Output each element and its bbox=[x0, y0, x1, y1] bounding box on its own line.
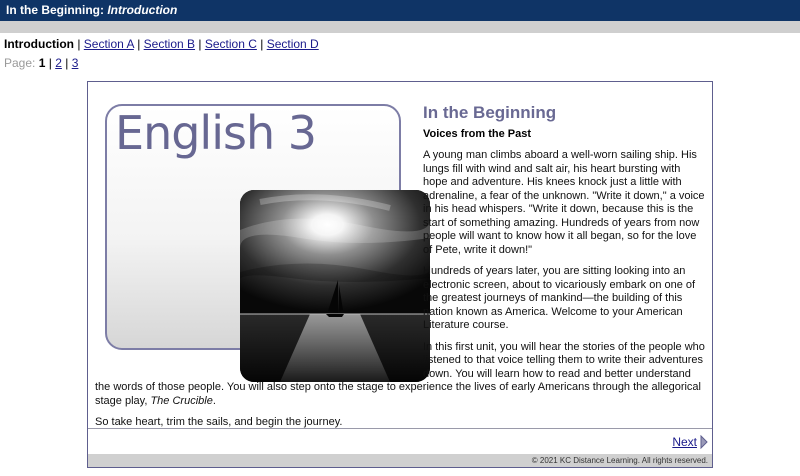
section-nav bbox=[4, 37, 319, 51]
window-title bbox=[6, 0, 177, 21]
toolbar-strip bbox=[0, 21, 800, 33]
article-heading: In the Beginning bbox=[423, 103, 557, 122]
next-arrow-icon[interactable] bbox=[700, 435, 708, 449]
article-content bbox=[95, 102, 707, 438]
next-nav bbox=[672, 435, 708, 449]
title-main: In the Beginning: bbox=[6, 3, 104, 17]
title-sub: Introduction bbox=[107, 3, 178, 17]
page-current: 1 bbox=[38, 56, 46, 70]
title-bar bbox=[0, 0, 800, 21]
page-link-3[interactable]: 3 bbox=[71, 56, 79, 70]
play-title: The Crucible bbox=[150, 394, 213, 407]
nav-link-section-a[interactable]: Section A bbox=[83, 37, 134, 51]
nav-link-section-c[interactable]: Section C bbox=[204, 37, 257, 51]
page-label: Page: bbox=[4, 56, 36, 70]
nav-link-section-d[interactable]: Section D bbox=[266, 37, 319, 51]
paragraph-3-text: In this first unit, you will hear the stories of the people who listened to that voice telling them to write their adventures down. You will learn how to read and better understand the words of those people. You will also step onto the stage to experience the lives of early Americans through the allegorical stage play, bbox=[95, 340, 705, 407]
page-link-2[interactable]: 2 bbox=[55, 56, 62, 70]
paragraph-2: Hundreds of years later, you are sitting looking into an electronic screen, about to vicariously embark on one of the greatest journeys of mankind—the building of this nation known as America. Welcome to your American Literature course. bbox=[423, 265, 696, 331]
nav-separator: | bbox=[260, 37, 264, 51]
course-banner-title: English 3 bbox=[115, 106, 316, 160]
paragraph-4: So take heart, trim the sails, and begin the journey. bbox=[95, 416, 343, 428]
page-separator: | bbox=[48, 56, 52, 70]
nav-link-section-b[interactable]: Section B bbox=[143, 37, 196, 51]
paragraph-1: A young man climbs aboard a well-worn sailing ship. His lungs fill with wind and salt air, his heart bursting with hope and adventure. His knees knock just a little with adrenaline, a fear of the unknown. "Write it down," a voice in his head whispers. "Write it down, because this is the start of something amazing. Hundreds of years from now people will want to know how it all began, so for the love of Pete, write it down!" bbox=[423, 149, 705, 256]
nav-current-introduction: Introduction bbox=[4, 37, 74, 51]
content-frame bbox=[87, 81, 713, 468]
paragraph-3-end: . bbox=[212, 394, 216, 407]
copyright-text: © 2021 KC Distance Learning. All rights reserved. bbox=[531, 456, 708, 465]
article-subheading: Voices from the Past bbox=[423, 128, 531, 140]
page-separator: | bbox=[65, 56, 69, 70]
nav-separator: | bbox=[198, 37, 202, 51]
float-spacer bbox=[95, 102, 423, 368]
copyright-bar bbox=[88, 454, 712, 467]
page-nav bbox=[4, 56, 78, 70]
next-link[interactable]: Next bbox=[672, 435, 697, 449]
nav-separator: | bbox=[77, 37, 81, 51]
nav-separator: | bbox=[137, 37, 141, 51]
footer-divider bbox=[88, 428, 712, 429]
